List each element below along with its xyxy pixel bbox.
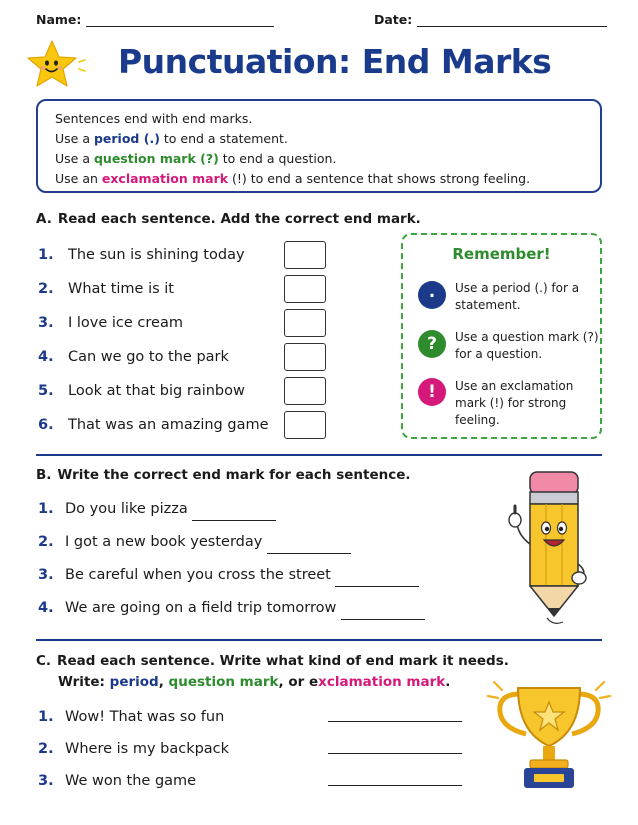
section-c-item (38, 769, 196, 793)
section-b-item (38, 563, 419, 587)
answer-box[interactable] (284, 275, 326, 303)
rules-line-3 (55, 149, 600, 169)
rules-line-2 (55, 129, 600, 149)
rules-line-4 (55, 169, 600, 189)
section-b-item (38, 596, 425, 620)
section-b-item (38, 530, 351, 554)
remember-question-text: Use a question mark (?) for a question. (455, 330, 599, 361)
period-symbol: . (428, 282, 436, 302)
item-number: 1. (38, 501, 54, 517)
item-sentence: That was an amazing game (68, 417, 269, 433)
item-number: 3. (38, 567, 54, 583)
section-b-title (36, 467, 411, 483)
answer-blank[interactable] (192, 507, 276, 521)
exclamation-mark-icon (418, 378, 446, 406)
section-b-letter: B. (36, 467, 52, 483)
item-sentence: What time is it (68, 281, 174, 297)
section-a-instruction: Read each sentence. Add the correct end mark. (57, 211, 421, 227)
section-a-title (36, 211, 421, 227)
item-number: 3. (38, 315, 54, 331)
section-divider (36, 639, 602, 641)
item-sentence: I got a new book yesterday (65, 534, 263, 550)
name-label: Name: (36, 12, 82, 27)
section-c-item (38, 737, 229, 761)
section-b-item (38, 497, 276, 521)
answer-blank[interactable] (328, 737, 462, 754)
rules-line-1: Sentences end with end marks. (55, 111, 253, 126)
answer-box[interactable] (284, 309, 326, 337)
answer-box[interactable] (284, 377, 326, 405)
section-c-item (38, 705, 224, 729)
item-sentence: Be careful when you cross the street (65, 567, 331, 583)
item-number: 4. (38, 349, 54, 365)
section-c-letter: C. (36, 653, 52, 669)
date-blank[interactable] (417, 13, 607, 27)
option-exclamation-e: e (308, 674, 319, 690)
remember-title: Remember! (452, 245, 551, 263)
item-number: 2. (38, 281, 54, 297)
item-number: 2. (38, 741, 54, 757)
item-sentence: We won the game (65, 773, 197, 789)
item-number: 1. (38, 709, 54, 725)
rules-line-3-pre: Use a (55, 151, 94, 166)
option-or: , or (278, 674, 309, 690)
rules-line-2-post: to end a statement. (159, 131, 288, 146)
section-a-item (38, 378, 245, 404)
rules-term-question: question mark (?) (93, 151, 219, 166)
item-sentence: I love ice cream (68, 315, 183, 331)
section-a-item (38, 310, 183, 336)
rules-line-4-pre: Use an (55, 171, 102, 186)
item-sentence: Where is my backpack (65, 741, 230, 757)
item-sentence: Do you like pizza (65, 501, 188, 517)
exclamation-symbol: ! (428, 382, 436, 402)
section-c-options: Write: period, question mark, or exclamation mark. (58, 674, 451, 690)
section-a-item (38, 344, 229, 370)
item-sentence: Look at that big rainbow (68, 383, 245, 399)
option-period: period (109, 674, 159, 690)
name-field (36, 12, 274, 27)
answer-box[interactable] (284, 241, 326, 269)
page-title: Punctuation: End Marks (118, 42, 552, 81)
question-mark-icon (418, 330, 446, 358)
rules-term-exclamation: exclamation mark (101, 171, 229, 186)
answer-blank[interactable] (341, 606, 425, 620)
answer-blank[interactable] (267, 540, 351, 554)
answer-blank[interactable] (328, 769, 462, 786)
section-a-item (38, 412, 269, 438)
section-c-instruction: Read each sentence. Write what kind of end mark it needs. (57, 653, 509, 669)
remember-box (401, 233, 602, 439)
rules-line-3-post: to end a question. (218, 151, 337, 166)
section-a-letter: A. (36, 211, 52, 227)
item-number: 5. (38, 383, 54, 399)
item-sentence: Can we go to the park (68, 349, 229, 365)
section-a-item (38, 276, 174, 302)
trophy-icon (486, 672, 612, 798)
section-a-item (38, 242, 245, 268)
remember-period-text: Use a period (.) for a statement. (455, 281, 580, 312)
rules-line-2-pre: Use a (55, 131, 94, 146)
item-number: 3. (38, 773, 54, 789)
answer-box[interactable] (284, 343, 326, 371)
write-label: Write: (58, 674, 105, 690)
option-exclamation-mark: xclamation mark (318, 674, 446, 690)
section-b-instruction: Write the correct end mark for each sentence. (57, 467, 411, 483)
period-icon (418, 281, 446, 309)
item-sentence: The sun is shining today (68, 247, 245, 263)
item-number: 1. (38, 247, 54, 263)
answer-box[interactable] (284, 411, 326, 439)
item-number: 4. (38, 600, 54, 616)
date-label: Date: (374, 12, 413, 27)
question-symbol: ? (427, 334, 437, 354)
item-number: 6. (38, 417, 54, 433)
item-number: 2. (38, 534, 54, 550)
section-divider (36, 454, 602, 456)
pencil-mascot-icon (497, 468, 591, 628)
answer-blank[interactable] (328, 705, 462, 722)
remember-exclamation-text: Use an exclamation mark (!) for strong feeling. (455, 379, 574, 427)
item-sentence: We are going on a field trip tomorrow (65, 600, 337, 616)
name-blank[interactable] (86, 13, 274, 27)
star-mascot-icon (22, 38, 88, 94)
date-field (374, 12, 607, 27)
rules-term-period: period (.) (93, 131, 160, 146)
rules-box (36, 99, 602, 193)
section-c-title (36, 653, 509, 669)
item-sentence: Wow! That was so fun (65, 709, 225, 725)
rules-line-4-post: (!) to end a sentence that shows strong feeling. (228, 171, 531, 186)
answer-blank[interactable] (335, 573, 419, 587)
option-question-mark: question mark (168, 674, 279, 690)
